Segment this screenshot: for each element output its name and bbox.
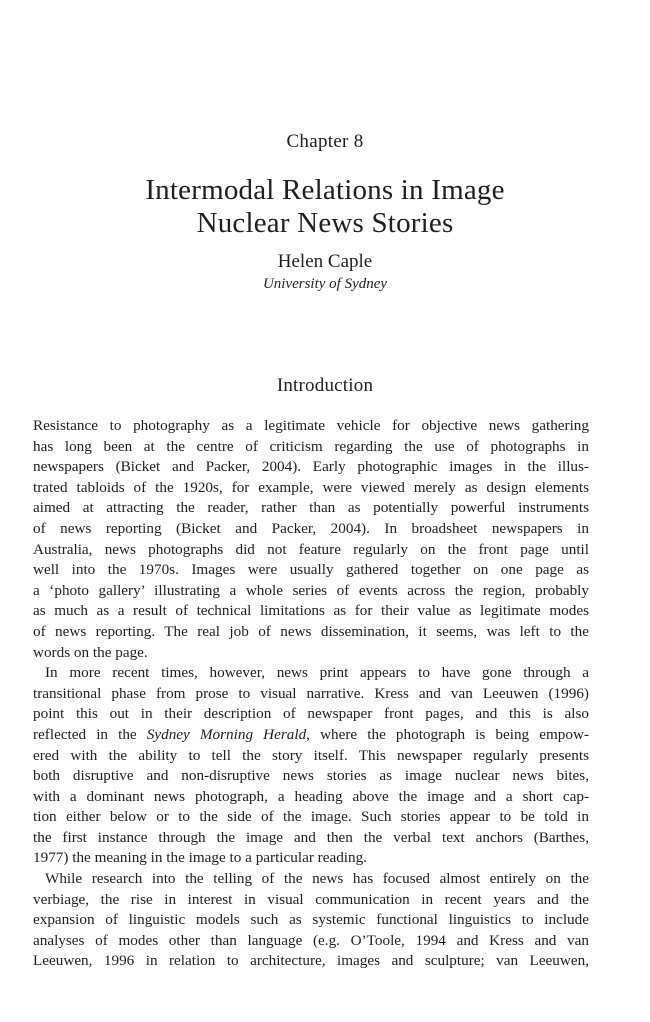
text-line: words on the page. [33,643,148,661]
text-line: Leeuwen, 1996 in relation to architecture, images and sculpture; van Leeuwen, [33,952,589,970]
chapter-label: Chapter 8 [286,131,364,152]
chapter-title [0,174,650,240]
chapter-title-line-2: Nuclear News Stories [196,207,454,239]
text-line: of news reporting. The real job of news dissemination, it seems, was left to the [33,622,589,640]
text-line: trated tabloids of the 1920s, for example, were viewed merely as design elements [33,478,589,496]
text-line: has long been at the centre of criticism regarding the use of photographs in [33,437,589,455]
text-line: tion either below or to the side of the image. Such stories appear to be told in [33,808,589,826]
chapter-title-line-1: Intermodal Relations in Image [145,174,505,206]
text-line: the first instance through the image and then the verbal text anchors (Barthes, [33,828,589,846]
text-line: both disruptive and non-disruptive news stories as image nuclear news bites, [33,767,589,785]
text-line: aimed at attracting the reader, rather than as potentially powerful instruments [33,499,589,517]
text-line: a ‘photo gallery’ illustrating a whole series of events across the region, probably [33,581,589,599]
text-segment: , where the photograph is being empow- [306,725,590,743]
text-line: Australia, news photographs did not feature regularly on the front page until [33,540,589,558]
text-line: In more recent times, however, news print appears to have gone through a [45,664,589,682]
text-line: of news reporting (Bicket and Packer, 2004). In broadsheet newspapers in [33,519,589,537]
text-line: as much as a result of technical limitations as for their value as legitimate modes [33,602,589,620]
text-line: well into the 1970s. Images were usually gathered together on one page as [33,561,589,579]
text-line: expansion of linguistic models such as systemic functional linguistics to include [33,911,589,929]
text-line: point this out in their description of newspaper front pages, and this is also [33,705,589,723]
author-name: Helen Caple [277,251,373,272]
text-line: 1977) the meaning in the image to a particular reading. [33,849,368,867]
text-line [33,725,589,746]
body-text [33,416,589,972]
author-affiliation: University of Sydney [262,276,388,292]
text-line: transitional phase from prose to visual narrative. Kress and van Leeuwen (1996) [33,684,589,702]
newspaper-title: Sydney Morning Herald [146,725,307,743]
text-line: Resistance to photography as a legitimate vehicle for objective news gathering [33,417,589,434]
text-line: analyses of modes other than language (e.g. O’Toole, 1994 and Kress and van [33,931,589,949]
text-line: ered with the ability to tell the story itself. This newspaper regularly presents [33,746,589,764]
text-segment: reflected in the [33,725,147,743]
text-line: verbiage, the rise in interest in visual communication in recent years and the [33,890,589,908]
text-line: newspapers (Bicket and Packer, 2004). Early photographic images in the illus- [33,458,589,476]
section-heading: Introduction [276,375,374,396]
text-line: with a dominant news photograph, a heading above the image and a short cap- [33,787,589,805]
text-line: While research into the telling of the news has focused almost entirely on the [45,870,589,888]
